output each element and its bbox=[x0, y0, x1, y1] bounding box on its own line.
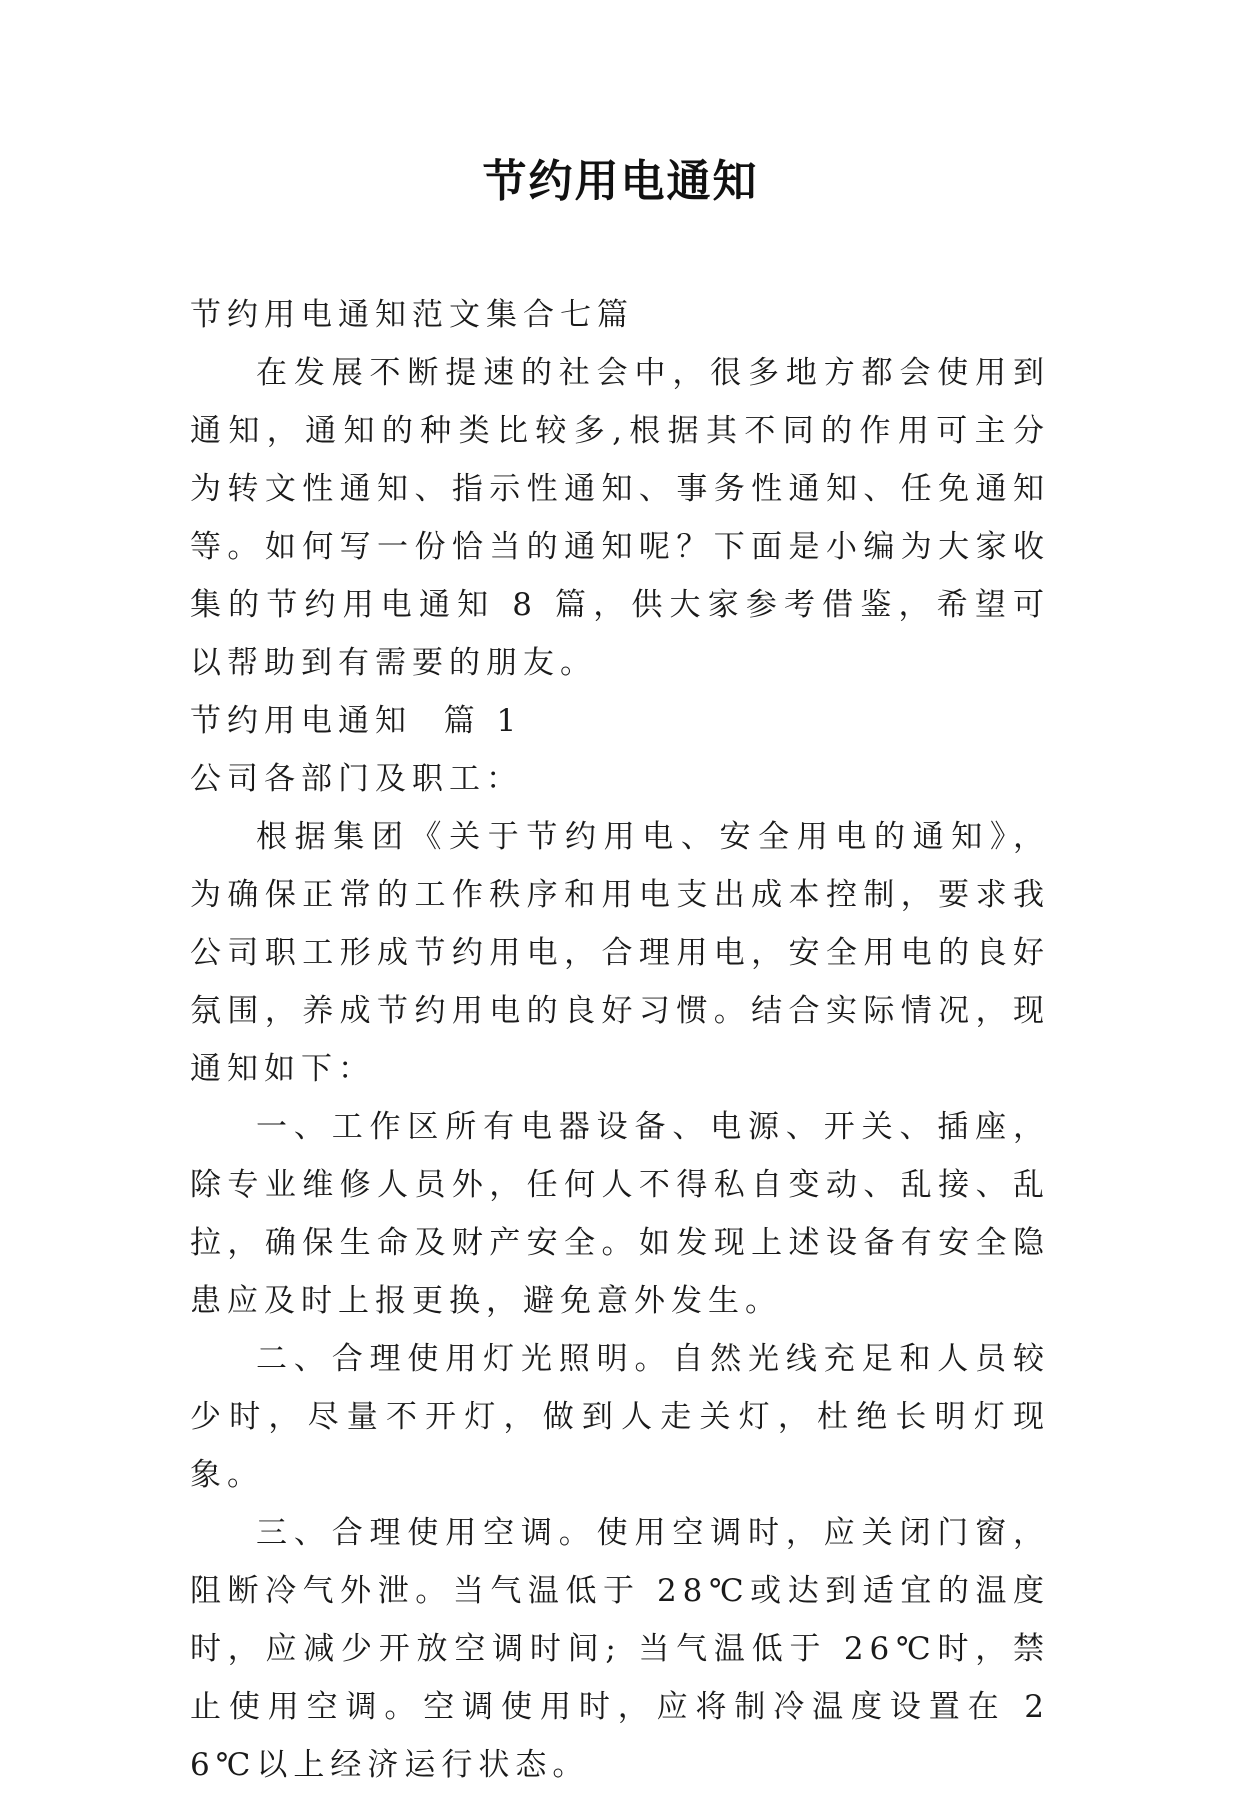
document-body bbox=[190, 286, 1050, 1794]
body-paragraph-4: 三、合理使用空调。使用空调时，应关闭门窗，阻断冷气外泄。当气温低于 28℃或达到适宜的温度时，应减少开放空调时间; 当气温低于 26℃时，禁止使用空调。空调使用时，应将制冷温度设置在 26℃以上经济运行状态。 bbox=[190, 1515, 1050, 1783]
body-paragraph-3: 二、合理使用灯光照明。自然光线充足和人员较少时，尽量不开灯，做到人走关灯，杜绝长明灯现象。 bbox=[190, 1341, 1050, 1493]
body-paragraph-2: 一、工作区所有电器设备、电源、开关、插座，除专业维修人员外，任何人不得私自变动、乱接、乱拉，确保生命及财产安全。如发现上述设备有安全隐患应及时上报更换，避免意外发生。 bbox=[190, 1109, 1050, 1319]
body-paragraph-1: 根据集团《关于节约用电、安全用电的通知》，为确保正常的工作秩序和用电支出成本控制，要求我公司职工形成节约用电，合理用电，安全用电的良好氛围，养成节约用电的良好习惯。结合实际情况，现通知如下： bbox=[190, 819, 1050, 1087]
section-heading: 节约用电通知 篇 1 bbox=[190, 703, 523, 739]
document-subtitle: 节约用电通知范文集合七篇 bbox=[190, 297, 634, 333]
document-title: 节约用电通知 bbox=[482, 156, 759, 207]
salutation: 公司各部门及职工： bbox=[190, 761, 523, 797]
intro-paragraph: 在发展不断提速的社会中，很多地方都会使用到通知，通知的种类比较多,根据其不同的作用可主分为转文性通知、指示性通知、事务性通知、任免通知等。如何写一份恰当的通知呢？下面是小编为大家收集的节约用电通知 8 篇，供大家参考借鉴，希望可以帮助到有需要的朋友。 bbox=[190, 355, 1050, 681]
